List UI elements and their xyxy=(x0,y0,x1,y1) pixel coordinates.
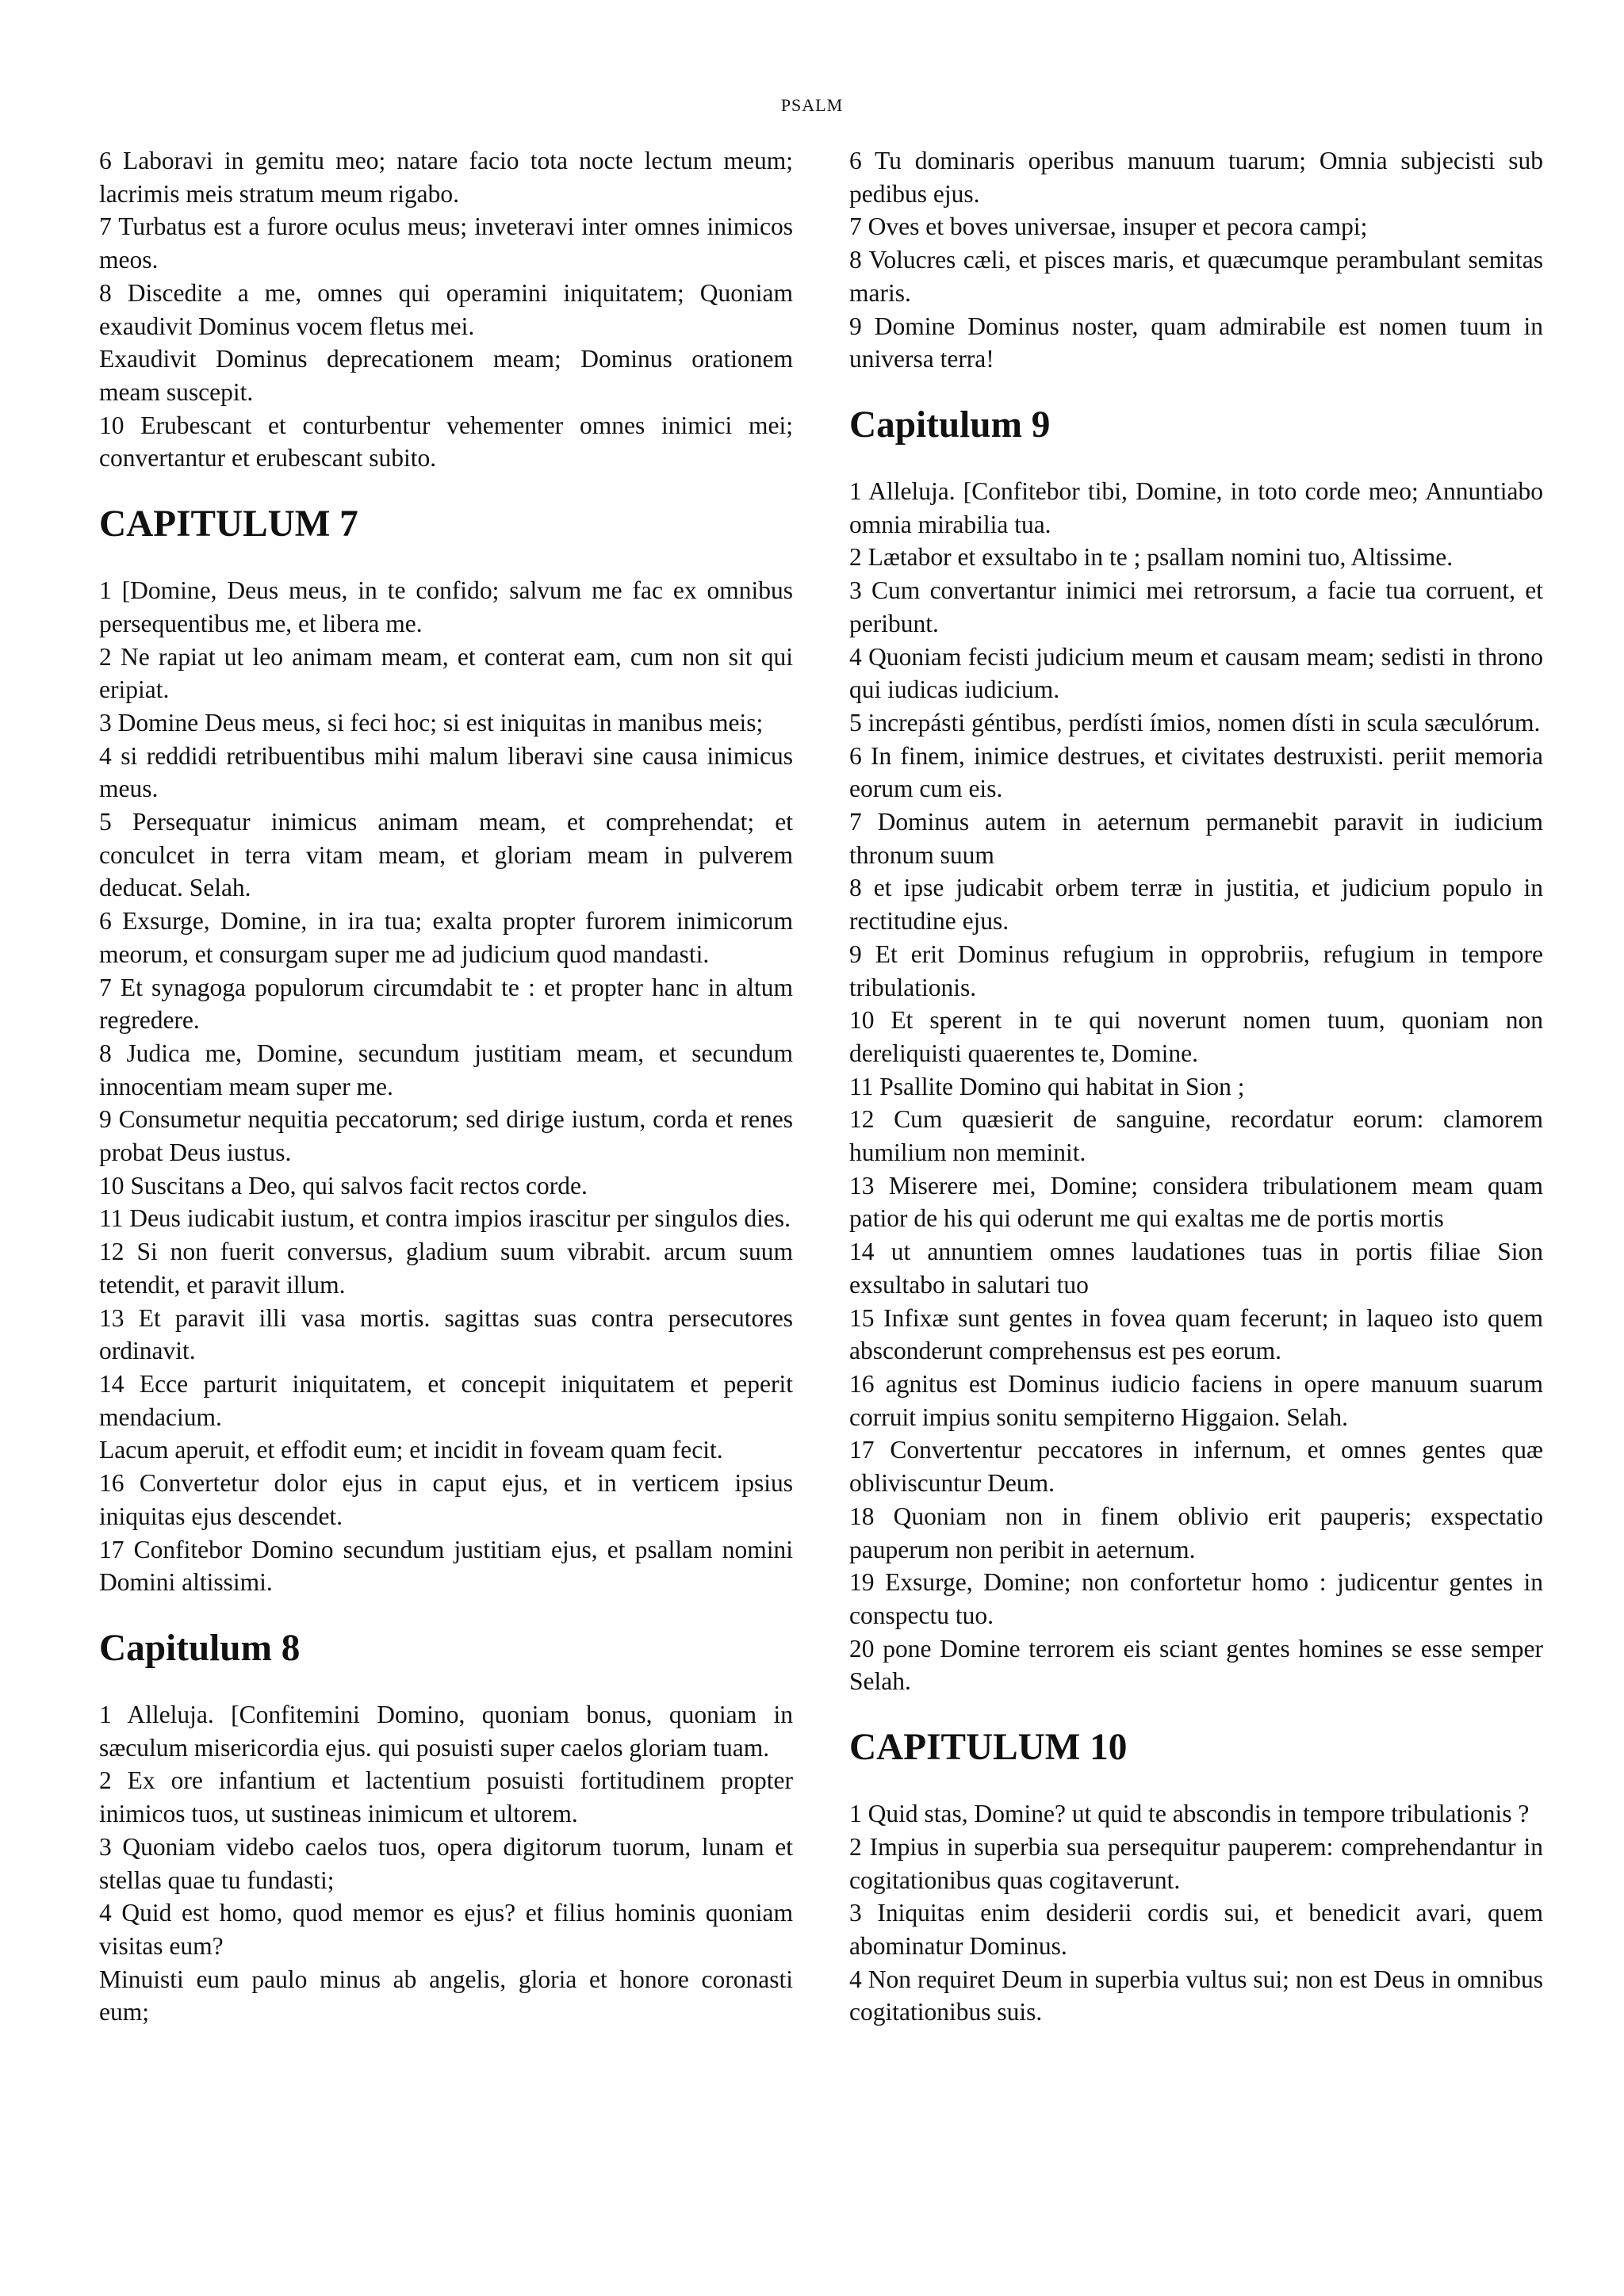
chapter-heading: CAPITULUM 7 xyxy=(99,503,358,545)
verse: 2 Ne rapiat ut leo animam meam, et conterat eam, cum non sit qui eripiat. xyxy=(99,642,793,704)
chapter-heading: CAPITULUM 10 xyxy=(849,1726,1128,1768)
left-column xyxy=(99,144,793,2029)
verse: 19 Exsurge, Domine; non confortetur homo : judicentur gentes in conspectu tuo. xyxy=(849,1568,1543,1629)
verse: 2 Ex ore infantium et lactentium posuisti fortitudinem propter inimicos tuos, ut sustineas inimicum et ultorem. xyxy=(99,1766,793,1828)
verse: 10 Suscitans a Deo, qui salvos facit rectos corde. xyxy=(99,1171,588,1200)
verse: 4 Quoniam fecisti judicium meum et causam meam; sedisti in throno qui iudicas iudicium. xyxy=(849,642,1543,704)
verse: 6 In finem, inimice destrues, et civitates destruxisti. periit memoria eorum cum eis. xyxy=(849,741,1543,803)
verse: 7 Et synagoga populorum circumdabit te : et propter hanc in altum regredere. xyxy=(99,973,793,1035)
verse: 7 Turbatus est a furore oculus meus; inveteravi inter omnes inimicos meos. xyxy=(99,212,793,274)
chapter-7 xyxy=(99,574,793,1599)
verse: 7 Oves et boves universae, insuper et pecora campi; xyxy=(849,212,1368,241)
verse: 11 Deus iudicabit iustum, et contra impios irascitur per singulos dies. xyxy=(99,1204,791,1233)
verse: 17 Convertentur peccatores in infernum, et omnes gentes quæ obliviscuntur Deum. xyxy=(849,1436,1543,1498)
verse: Exaudivit Dominus deprecationem meam; Dominus orationem meam suscepit. xyxy=(99,345,793,406)
verse: 2 Impius in superbia sua persequitur pauperem: comprehendantur in cogitationibus quas cogitaverunt. xyxy=(849,1832,1543,1894)
verse: 10 Et sperent in te qui noverunt nomen tuum, quoniam non dereliquisti quaerentes te, Domine. xyxy=(849,1006,1543,1067)
verse: 1 [Domine, Deus meus, in te confido; salvum me fac ex omnibus persequentibus me, et libera me. xyxy=(99,576,793,637)
verse: 15 Infixæ sunt gentes in fovea quam fecerunt; in laqueo isto quem absconderunt comprehensus est pes eorum. xyxy=(849,1303,1543,1365)
verse: 4 Non requiret Deum in superbia vultus sui; non est Deus in omnibus cogitationibus suis. xyxy=(849,1965,1543,2026)
running-header: PSALM xyxy=(780,95,844,115)
verse: 9 Domine Dominus noster, quam admirabile est nomen tuum in universa terra! xyxy=(849,312,1543,373)
verse: 3 Cum convertantur inimici mei retrorsum, a facie tua corruent, et peribunt. xyxy=(849,576,1543,637)
verse: 6 Exsurge, Domine, in ira tua; exalta propter furorem inimicorum meorum, et consurgam super me ad judicium quod mandasti. xyxy=(99,907,793,968)
verse: 2 Lætabor et exsultabo in te ; psallam nomini tuo, Altissime. xyxy=(849,543,1454,572)
verse: 18 Quoniam non in finem oblivio erit pauperis; exspectatio pauperum non peribit in aeternum. xyxy=(849,1502,1543,1563)
verse: 4 Quid est homo, quod memor es ejus? et filius hominis quoniam visitas eum? xyxy=(99,1899,793,1960)
verse: 8 Judica me, Domine, secundum justitiam meam, et secundum innocentiam meam super me. xyxy=(99,1039,793,1100)
verse: 20 pone Domine terrorem eis sciant gentes homines se esse semper Selah. xyxy=(849,1634,1543,1696)
verse: 7 Dominus autem in aeternum permanebit paravit in iudicium thronum suum xyxy=(849,808,1543,869)
chapter-9 xyxy=(849,475,1543,1698)
verse: Minuisti eum paulo minus ab angelis, gloria et honore coronasti eum; xyxy=(99,1965,793,2026)
verse: 9 Et erit Dominus refugium in opprobriis, refugium in tempore tribulationis. xyxy=(849,939,1543,1001)
verse: 13 Et paravit illi vasa mortis. sagittas suas contra persecutores ordinavit. xyxy=(99,1303,793,1365)
verse: 1 Alleluja. [Confitemini Domino, quoniam bonus, quoniam in sæculum misericordia ejus. qui posuisti super caelos gloriam tuam. xyxy=(99,1700,793,1762)
verse: 8 et ipse judicabit orbem terræ in justitia, et judicium populo in rectitudine ejus. xyxy=(849,874,1543,936)
verse: 3 Iniquitas enim desiderii cordis sui, et benedicit avari, quem abominatur Dominus. xyxy=(849,1899,1543,1960)
verse: 10 Erubescant et conturbentur vehementer omnes inimici mei; convertantur et erubescant subito. xyxy=(99,411,793,473)
verse: 5 Persequatur inimicus animam meam, et comprehendat; et conculcet in terra vitam meam, et gloriam meam in pulverem deducat. Selah. xyxy=(99,808,793,902)
verse: 1 Quid stas, Domine? ut quid te abscondis in tempore tribulationis ? xyxy=(849,1800,1530,1828)
verse: 13 Miserere mei, Domine; considera tribulationem meam quam patior de his qui oderunt me qui exaltas me de portis mortis xyxy=(849,1171,1543,1233)
verse: 17 Confitebor Domino secundum justitiam ejus, et psallam nomini Domini altissimi. xyxy=(99,1535,793,1597)
verse: 9 Consumetur nequitia peccatorum; sed dirige iustum, corda et renes probat Deus iustus. xyxy=(99,1105,793,1167)
verse: 16 Convertetur dolor ejus in caput ejus, et in verticem ipsius iniquitas ejus descendet. xyxy=(99,1469,793,1530)
right-column xyxy=(849,144,1543,2029)
verse: Lacum aperuit, et effodit eum; et incidit in foveam quam fecit. xyxy=(99,1436,723,1464)
verse: 11 Psallite Domino qui habitat in Sion ; xyxy=(849,1072,1245,1100)
verse: 1 Alleluja. [Confitebor tibi, Domine, in toto corde meo; Annuntiabo omnia mirabilia tua. xyxy=(849,477,1543,538)
chapter-8 xyxy=(99,1698,793,2029)
chapter-10 xyxy=(849,1797,1543,2029)
verse: 16 agnitus est Dominus iudicio faciens in opere manuum suarum corruit impius sonitu sempiterno Higgaion. Selah. xyxy=(849,1369,1543,1431)
verse: 3 Quoniam videbo caelos tuos, opera digitorum tuorum, lunam et stellas quae tu fundasti; xyxy=(99,1832,793,1894)
verse: 14 ut annuntiem omnes laudationes tuas in portis filiae Sion exsultabo in salutari tuo xyxy=(849,1238,1543,1299)
chapter-heading: Capitulum 9 xyxy=(849,404,1051,446)
verse: 8 Discedite a me, omnes qui operamini iniquitatem; Quoniam exaudivit Dominus vocem fletus mei. xyxy=(99,278,793,340)
verse: 12 Si non fuerit conversus, gladium suum vibrabit. arcum suum tetendit, et paravit illum. xyxy=(99,1238,793,1299)
continued-verses xyxy=(99,144,793,475)
verse: 8 Volucres cæli, et pisces maris, et quæcumque perambulant semitas maris. xyxy=(849,246,1543,307)
verse: 6 Tu dominaris operibus manuum tuarum; Omnia subjecisti sub pedibus ejus. xyxy=(849,147,1543,208)
verse: 3 Domine Deus meus, si feci hoc; si est iniquitas in manibus meis; xyxy=(99,708,764,737)
verse: 6 Laboravi in gemitu meo; natare facio tota nocte lectum meum; lacrimis meis stratum meum rigabo. xyxy=(99,147,793,208)
verse: 4 si reddidi retribuentibus mihi malum liberavi sine causa inimicus meus. xyxy=(99,741,793,803)
verse: 5 increpásti géntibus, perdísti ímios, nomen dísti in scula sæculórum. xyxy=(849,708,1541,737)
continued-verses xyxy=(849,144,1543,376)
verse: 14 Ecce parturit iniquitatem, et concepit iniquitatem et peperit mendacium. xyxy=(99,1369,793,1431)
chapter-heading: Capitulum 8 xyxy=(99,1627,301,1669)
verse: 12 Cum quæsierit de sanguine, recordatur eorum: clamorem humilium non meminit. xyxy=(849,1105,1543,1167)
